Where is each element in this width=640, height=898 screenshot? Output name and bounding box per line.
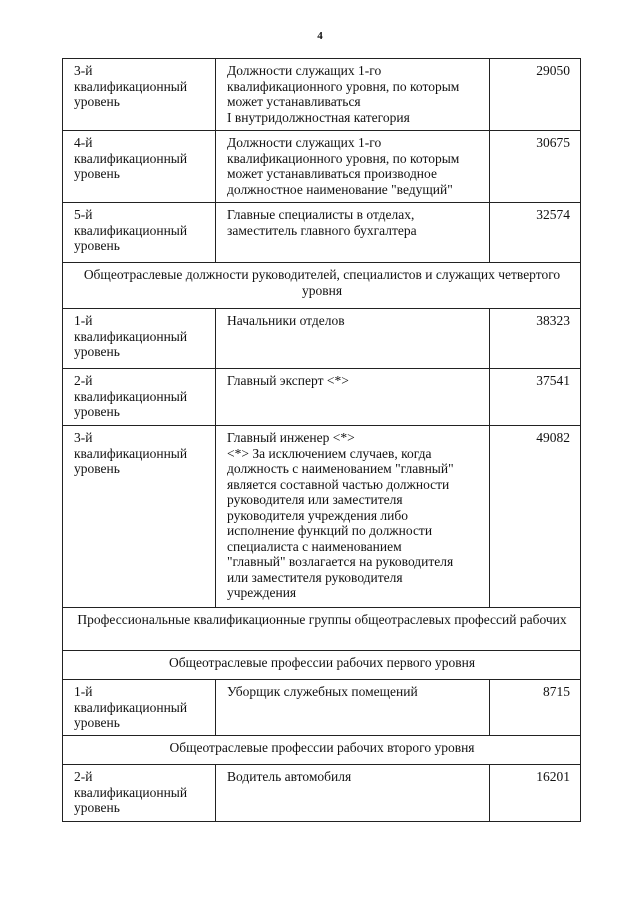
section-header: Общеотраслевые профессии рабочих второго уровня [63, 736, 581, 765]
title-cell: Главные специалисты в отделах, заместитель главного бухгалтера [216, 203, 490, 263]
section-header: Общеотраслевые должности руководителей, специалистов и служащих четвертого уровня [63, 263, 581, 309]
salary-cell: 29050 [490, 59, 581, 131]
page-number: 4 [317, 30, 323, 42]
title-cell: Начальники отделов [216, 309, 490, 369]
table-row [63, 131, 581, 203]
salary-cell: 16201 [490, 765, 581, 822]
salary-cell: 32574 [490, 203, 581, 263]
level-cell: 1-й квалификационный уровень [63, 680, 216, 736]
salary-cell: 37541 [490, 369, 581, 426]
section-header-row [63, 736, 581, 765]
qualification-salary-table [62, 58, 581, 822]
level-cell: 2-й квалификационный уровень [63, 369, 216, 426]
table-row [63, 203, 581, 263]
section-header-row [63, 651, 581, 680]
title-cell: Главный инженер <*> <*> За исключением случаев, когда должность с наименованием "главный" является составной частью должности руководителя или заместителя руководителя учреждения либо исполнение функций по должности специалиста с наименованием "главный" возлагается на руководителя или заместителя руководителя учреждения [216, 426, 490, 608]
section-header: Профессиональные квалификационные группы общеотраслевых профессий рабочих [63, 608, 581, 651]
title-cell: Должности служащих 1-го квалификационного уровня, по которым может устанавливаться производное должностное наименование "ведущий" [216, 131, 490, 203]
table-row [63, 369, 581, 426]
title-cell: Уборщик служебных помещений [216, 680, 490, 736]
section-header-row [63, 608, 581, 651]
section-header: Общеотраслевые профессии рабочих первого уровня [63, 651, 581, 680]
table-body [63, 59, 581, 822]
table-row [63, 426, 581, 608]
title-cell: Должности служащих 1-го квалификационного уровня, по которым может устанавливаться I внутридолжностная категория [216, 59, 490, 131]
section-header-row [63, 263, 581, 309]
table-row [63, 309, 581, 369]
level-cell: 5-й квалификационный уровень [63, 203, 216, 263]
level-cell: 1-й квалификационный уровень [63, 309, 216, 369]
salary-cell: 38323 [490, 309, 581, 369]
level-cell: 3-й квалификационный уровень [63, 59, 216, 131]
salary-cell: 49082 [490, 426, 581, 608]
level-cell: 3-й квалификационный уровень [63, 426, 216, 608]
salary-cell: 30675 [490, 131, 581, 203]
title-cell: Главный эксперт <*> [216, 369, 490, 426]
title-cell: Водитель автомобиля [216, 765, 490, 822]
table-row [63, 680, 581, 736]
table-row [63, 765, 581, 822]
table-row [63, 59, 581, 131]
level-cell: 2-й квалификационный уровень [63, 765, 216, 822]
salary-cell: 8715 [490, 680, 581, 736]
level-cell: 4-й квалификационный уровень [63, 131, 216, 203]
